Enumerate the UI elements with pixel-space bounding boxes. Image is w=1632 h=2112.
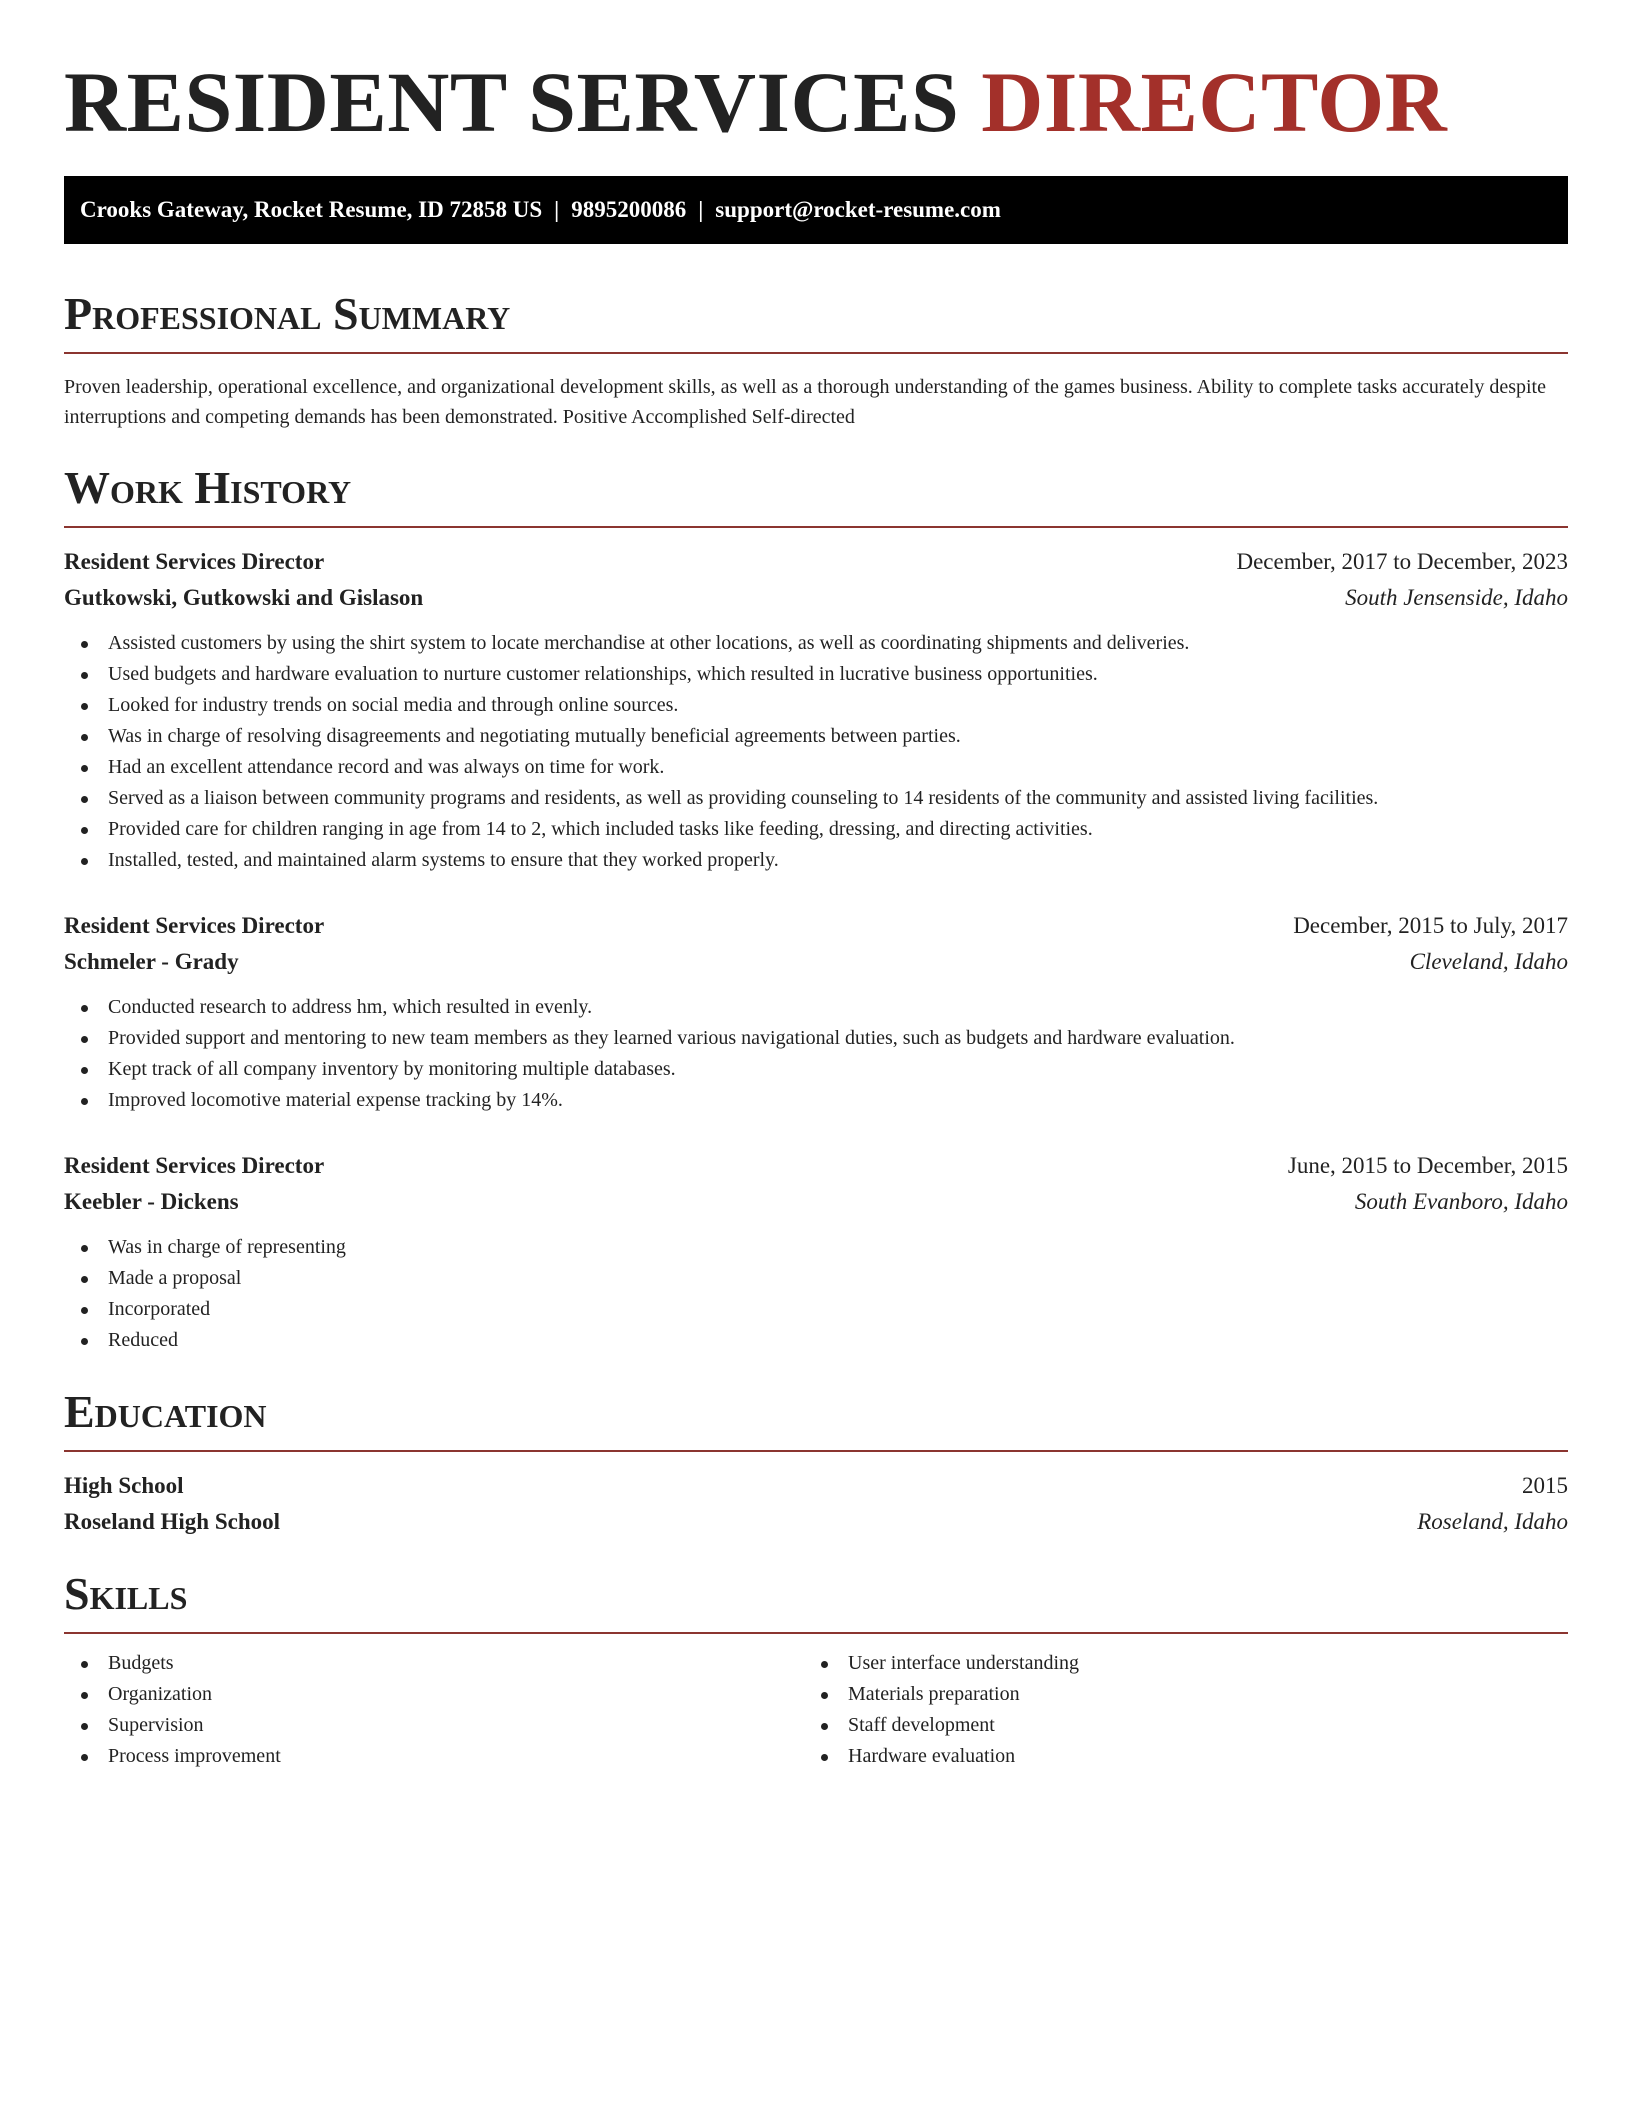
list-item: Installed, tested, and maintained alarm systems to ensure that they worked properly.: [64, 845, 1568, 876]
list-item: Used budgets and hardware evaluation to nurture customer relationships, which resulted in lucrative business opportunities.: [64, 659, 1568, 690]
job-company-row: [64, 944, 1568, 980]
education-section: [64, 1384, 1568, 1540]
job-company-row: [64, 1184, 1568, 1220]
list-item: Looked for industry trends on social media and through online sources.: [64, 690, 1568, 721]
skills-section: [64, 1566, 1568, 1772]
education-degree: High School: [64, 1473, 184, 1498]
skill-item: Organization: [64, 1679, 804, 1710]
contact-address: Crooks Gateway, Rocket Resume, ID 72858 US: [80, 197, 543, 222]
education-location: Roseland, Idaho: [1417, 1509, 1568, 1534]
job-entry: [64, 1148, 1568, 1356]
list-item: Improved locomotive material expense tracking by 14%.: [64, 1085, 1568, 1116]
list-item: Was in charge of resolving disagreements and negotiating mutually beneficial agreements between parties.: [64, 721, 1568, 752]
contact-phone: 9895200086: [571, 197, 687, 222]
skill-item: Staff development: [804, 1710, 1544, 1741]
title-main: RESIDENT SERVICES: [64, 54, 960, 150]
summary-section: [64, 286, 1568, 432]
section-divider: [64, 526, 1568, 528]
section-divider: [64, 1450, 1568, 1452]
job-company: Gutkowski, Gutkowski and Gislason: [64, 585, 424, 610]
skill-item: Budgets: [64, 1648, 804, 1679]
job-title: Resident Services Director: [64, 913, 325, 938]
education-heading: Education: [64, 1386, 267, 1437]
job-location: South Evanboro, Idaho: [1354, 1189, 1568, 1214]
education-year: 2015: [1522, 1473, 1568, 1498]
work-history-section: [64, 460, 1568, 1356]
skills-list-right: [804, 1648, 1544, 1772]
skill-item: Supervision: [64, 1710, 804, 1741]
list-item: Conducted research to address hm, which resulted in evenly.: [64, 992, 1568, 1023]
job-header-row: [64, 544, 1568, 580]
job-bullets: [64, 992, 1568, 1116]
contact-separator: |: [554, 197, 560, 222]
skills-heading: Skills: [64, 1568, 188, 1619]
work-history-heading: Work History: [64, 462, 352, 513]
skill-item: Process improvement: [64, 1741, 804, 1772]
list-item: Incorporated: [64, 1294, 1568, 1325]
list-item: Had an excellent attendance record and was always on time for work.: [64, 752, 1568, 783]
skill-item: User interface understanding: [804, 1648, 1544, 1679]
resume-title: [64, 0, 1568, 152]
job-title: Resident Services Director: [64, 1153, 325, 1178]
summary-heading: Professional Summary: [64, 288, 511, 339]
education-entry: [64, 1468, 1568, 1540]
job-company: Keebler - Dickens: [64, 1189, 239, 1214]
job-header-row: [64, 908, 1568, 944]
job-dates: June, 2015 to December, 2015: [1287, 1153, 1568, 1178]
job-dates: December, 2015 to July, 2017: [1293, 913, 1568, 938]
list-item: Provided support and mentoring to new team members as they learned various navigational duties, such as budgets and hardware evaluation.: [64, 1023, 1568, 1054]
job-header-row: [64, 1148, 1568, 1184]
job-company-row: [64, 580, 1568, 616]
list-item: Provided care for children ranging in age from 14 to 2, which included tasks like feeding, dressing, and directing activities.: [64, 814, 1568, 845]
job-title: Resident Services Director: [64, 549, 325, 574]
job-company: Schmeler - Grady: [64, 949, 239, 974]
summary-text: Proven leadership, operational excellence, and organizational development skills, as well as a thorough understanding of the games business. Ability to complete tasks accurately despite interruptions and competing demands has been demonstrated. Positive Accomplished Self-directed: [64, 376, 1546, 428]
list-item: Served as a liaison between community programs and residents, as well as providing counseling to 14 residents of the community and assisted living facilities.: [64, 783, 1568, 814]
job-location: Cleveland, Idaho: [1409, 949, 1568, 974]
list-item: Was in charge of representing: [64, 1232, 1568, 1263]
skills-list-left: [64, 1648, 804, 1772]
skills-grid: [64, 1648, 1568, 1772]
section-divider: [64, 1632, 1568, 1634]
job-entry: [64, 908, 1568, 1116]
title-accent: DIRECTOR: [981, 54, 1448, 150]
job-dates: December, 2017 to December, 2023: [1236, 549, 1568, 574]
contact-bar: [64, 176, 1568, 244]
education-school: Roseland High School: [64, 1509, 280, 1534]
education-degree-row: [64, 1468, 1568, 1504]
contact-separator: |: [698, 197, 704, 222]
list-item: Kept track of all company inventory by monitoring multiple databases.: [64, 1054, 1568, 1085]
education-school-row: [64, 1504, 1568, 1540]
job-location: South Jensenside, Idaho: [1345, 585, 1568, 610]
list-item: Assisted customers by using the shirt system to locate merchandise at other locations, as well as coordinating shipments and deliveries.: [64, 628, 1568, 659]
contact-email[interactable]: support@rocket-resume.com: [715, 197, 1001, 222]
job-entry: [64, 544, 1568, 876]
list-item: Made a proposal: [64, 1263, 1568, 1294]
skill-item: Hardware evaluation: [804, 1741, 1544, 1772]
resume-page: [64, 0, 1568, 1772]
skill-item: Materials preparation: [804, 1679, 1544, 1710]
list-item: Reduced: [64, 1325, 1568, 1356]
section-divider: [64, 352, 1568, 354]
job-bullets: [64, 1232, 1568, 1356]
job-bullets: [64, 628, 1568, 876]
